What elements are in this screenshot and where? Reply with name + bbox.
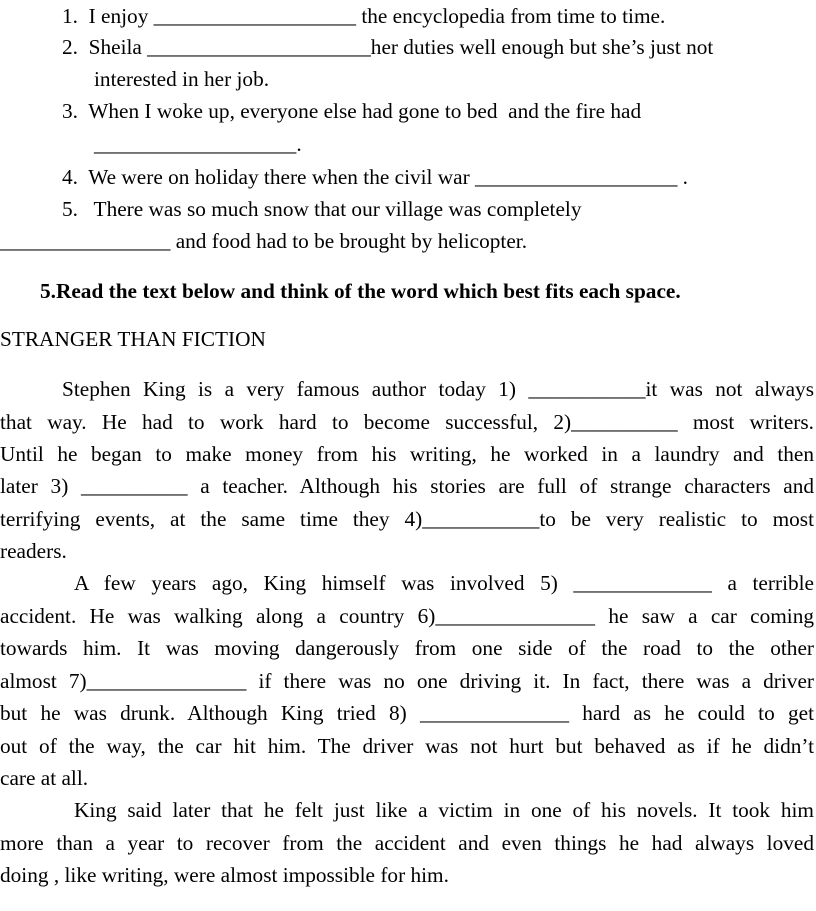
sentence-5-continuation: ________________ and food had to be brought by helicopter. (0, 229, 528, 253)
paragraph-3-line: doing , like writing, were almost impossible for him. (0, 863, 449, 887)
paragraph-1-line: Stephen King is a very famous author today 1) ___________it was not always (62, 377, 814, 401)
paragraph-1-line: readers. (0, 539, 67, 563)
sentence-3-continuation: ___________________. (94, 132, 302, 156)
sentence-2-continuation: interested in her job. (94, 67, 270, 91)
paragraph-2-line: towards him. It was moving dangerously from one side of the road to the other (0, 636, 814, 660)
sentence-3: 3. When I woke up, everyone else had gone to bed and the fire had (62, 99, 642, 123)
paragraph-2-line: but he was drunk. Although King tried 8) ______________ hard as he could to get (0, 701, 814, 725)
exercise-5-heading: 5.Read the text below and think of the word which best fits each space. (40, 279, 681, 303)
sentence-4: 4. We were on holiday there when the civil war ___________________ . (62, 165, 689, 189)
paragraph-3-line: King said later that he felt just like a victim in one of his novels. It took him (74, 798, 814, 822)
sentence-5: 5. There was so much snow that our village was completely (62, 197, 582, 221)
paragraph-1-line: that way. He had to work hard to become successful, 2)__________ most writers. (0, 410, 814, 434)
paragraph-3-line: more than a year to recover from the accident and even things he had always loved (0, 831, 814, 855)
story-title: STRANGER THAN FICTION (0, 327, 266, 351)
paragraph-1-line: later 3) __________ a teacher. Although his stories are full of strange characters and (0, 474, 814, 498)
paragraph-2-line: accident. He was walking along a country 6)_______________ he saw a car coming (0, 604, 814, 628)
sentence-1: 1. I enjoy ___________________ the encyclopedia from time to time. (62, 4, 666, 28)
sentence-2: 2. Sheila _____________________her duties well enough but she’s just not (62, 35, 714, 59)
paragraph-2-line: out of the way, the car hit him. The driver was not hurt but behaved as if he didn’t (0, 734, 814, 758)
paragraph-2-line: almost 7)_______________ if there was no one driving it. In fact, there was a driver (0, 669, 814, 693)
paragraph-2-line: A few years ago, King himself was involved 5) _____________ a terrible (74, 571, 814, 595)
paragraph-1-line: Until he began to make money from his writing, he worked in a laundry and then (0, 442, 814, 466)
paragraph-2-line: care at all. (0, 766, 89, 790)
paragraph-1-line: terrifying events, at the same time they 4)___________to be very realistic to most (0, 507, 814, 531)
